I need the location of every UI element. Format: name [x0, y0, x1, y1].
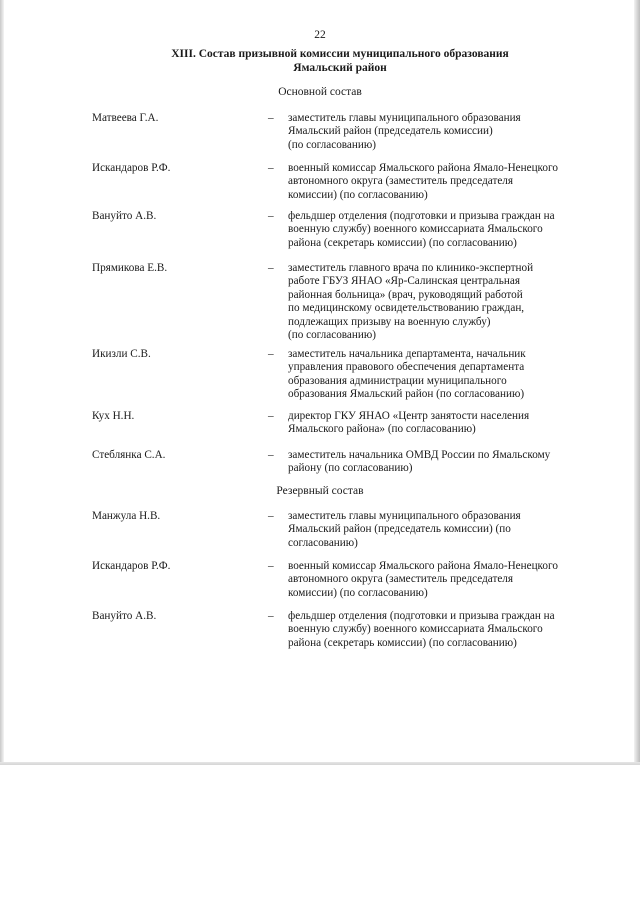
member-name: Искандаров Р.Ф. [92, 162, 171, 174]
dash: – [268, 112, 274, 124]
section-heading-main: Основной состав [278, 86, 362, 98]
dash: – [268, 510, 274, 522]
role-line: автономного округа (заместитель председателя [288, 175, 514, 188]
role-line: образования Ямальский район (по согласованию) [288, 388, 525, 401]
dash: – [268, 262, 274, 274]
role-line: образования администрации муниципального [288, 374, 507, 387]
role-line: районная больница» (врач, руководящий работой [288, 288, 523, 301]
role-line: заместитель начальника ОМВД России по Ямальскому [288, 449, 551, 461]
role-line: комиссии) (по согласованию) [288, 586, 428, 599]
member-role [288, 560, 603, 600]
role-line: Ямальский район (председатель комиссии) [288, 125, 493, 138]
dash: – [268, 449, 274, 461]
member-name: Вануйто А.В. [92, 210, 157, 222]
member-role [288, 610, 603, 650]
role-line: фельдшер отделения (подготовки и призыва граждан на [288, 210, 555, 222]
role-line: Ямальского района» (по согласованию) [288, 423, 476, 436]
title-line: XIII. Состав призывной комиссии муниципального образования [171, 48, 509, 60]
member-name: Искандаров Р.Ф. [92, 560, 171, 572]
role-line: (по согласованию) [288, 329, 376, 342]
member-name: Прямикова Е.В. [92, 262, 168, 274]
member-role [288, 348, 603, 402]
member-name: Манжула Н.В. [92, 510, 161, 522]
role-line: военную службу) военного комиссариата Ямальского [288, 223, 543, 236]
role-line: (по согласованию) [288, 138, 376, 151]
role-line: заместитель главы муниципального образования [288, 112, 521, 124]
member-role [288, 449, 603, 476]
member-name: Матвеева Г.А. [92, 112, 159, 124]
member-name: Икизли С.В. [92, 348, 151, 360]
dash: – [268, 348, 274, 360]
role-line: подлежащих призыву на военную службу) [288, 315, 491, 328]
role-line: заместитель начальника департамента, начальник [288, 348, 526, 360]
member-role [288, 112, 603, 152]
scan-edge-left [0, 0, 4, 765]
scan-edge-bottom [0, 762, 640, 765]
member-role [288, 510, 603, 550]
role-line: Ямальский район (председатель комиссии) (по [288, 523, 511, 536]
role-line: по медицинскому освидетельствованию граждан, [288, 302, 525, 315]
title-line: Ямальский район [293, 62, 387, 74]
role-line: автономного округа (заместитель председателя [288, 573, 514, 586]
role-line: района (секретарь комиссии) (по согласованию) [288, 636, 517, 649]
role-line: комиссии) (по согласованию) [288, 188, 428, 201]
dash: – [268, 210, 274, 222]
member-role [288, 162, 603, 202]
dash: – [268, 162, 274, 174]
document-title [100, 47, 580, 75]
role-line: заместитель главы муниципального образования [288, 510, 521, 522]
member-name: Кух Н.Н. [92, 410, 135, 422]
dash: – [268, 610, 274, 622]
role-line: управления правового обеспечения департамента [288, 361, 525, 374]
role-line: заместитель главного врача по клинико-экспертной [288, 262, 534, 274]
role-line: военную службу) военного комиссариата Ямальского [288, 623, 543, 636]
page-number: 22 [314, 29, 326, 41]
member-role [288, 210, 603, 250]
role-line: района (секретарь комиссии) (по согласованию) [288, 236, 517, 249]
member-role [288, 410, 603, 437]
section-heading-reserve: Резервный состав [276, 485, 364, 497]
member-role [288, 262, 603, 342]
member-name: Стеблянка С.А. [92, 449, 166, 461]
member-name: Вануйто А.В. [92, 610, 157, 622]
role-line: военный комиссар Ямальского района Ямало-Ненецкого [288, 162, 558, 174]
role-line: согласованию) [288, 536, 358, 549]
role-line: району (по согласованию) [288, 462, 413, 475]
role-line: работе ГБУЗ ЯНАО «Яр-Салинская центральная [288, 275, 520, 288]
role-line: фельдшер отделения (подготовки и призыва граждан на [288, 610, 555, 622]
role-line: директор ГКУ ЯНАО «Центр занятости населения [288, 410, 530, 422]
role-line: военный комиссар Ямальского района Ямало-Ненецкого [288, 560, 558, 572]
dash: – [268, 560, 274, 572]
dash: – [268, 410, 274, 422]
scan-edge-right [634, 0, 640, 765]
